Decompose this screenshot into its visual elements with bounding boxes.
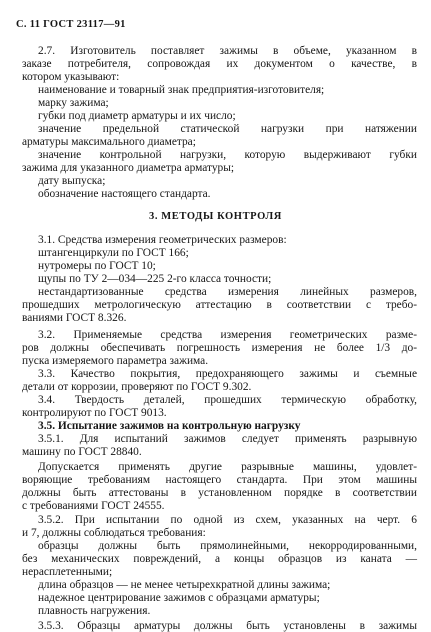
text-line: дату выпуска; — [38, 175, 106, 187]
text-line: без механических повреждений, а концы образцов из каната — — [22, 553, 417, 565]
text-line: должны быть аттестованы в установленном порядке в соответствии — [22, 487, 417, 499]
subsection-title: 3.5. Испытание зажимов на контрольную нагрузку — [38, 420, 301, 432]
text-line: 2.7. Изготовитель поставляет зажимы в объеме, указанном в — [38, 45, 417, 57]
text-line: зажима для указанного диаметра арматуры; — [22, 162, 235, 174]
text-line: 3.5.2. При испытании по одной из схем, указанных на черт. 6 — [38, 514, 417, 526]
text-line: ваниями ГОСТ 8.326. — [22, 312, 127, 324]
text-line: прошедших метрологическую аттестацию в соответствии с требо- — [22, 299, 417, 311]
text-line: надежное центрирование зажимов с образцами арматуры; — [38, 592, 320, 604]
text-line: штангенциркули по ГОСТ 166; — [38, 247, 189, 259]
text-line: контролируют по ГОСТ 9013. — [22, 407, 167, 419]
text-line: нерасплетенными; — [22, 566, 113, 578]
text-line: заказе потребителя, сопровождая их документом о качестве, в — [22, 58, 417, 70]
text-line: 3.5.3. Образцы арматуры должны быть установлены в зажимы — [38, 620, 417, 632]
text-line: котором указывают: — [22, 71, 120, 83]
text-line: нутромеры по ГОСТ 10; — [38, 260, 156, 272]
section-title: 3. МЕТОДЫ КОНТРОЛЯ — [149, 211, 282, 222]
text-line: арматуры максимального диаметра; — [22, 136, 196, 148]
text-line: детали от коррозии, проверяют по ГОСТ 9.302. — [22, 381, 252, 393]
text-line: значение контрольной нагрузки, которую выдерживают губки — [38, 149, 417, 161]
text-line: обозначение настоящего стандарта. — [38, 188, 211, 200]
text-line: нестандартизованные средства измерения линейных размеров, — [38, 286, 417, 298]
text-line: ров должны обеспечивать погрешность измерения не более 1/3 до- — [22, 342, 417, 354]
text-line: и 7, должны соблюдаться требования: — [22, 527, 206, 539]
text-line: 3.2. Применяемые средства измерения геометрических разме- — [38, 329, 417, 341]
text-line: щупы по ТУ 2—034—225 2-го класса точности; — [38, 273, 272, 285]
text-line: с требованиями ГОСТ 24555. — [22, 500, 165, 512]
text-line: 3.3. Качество покрытия, предохраняющего зажимы и съемные — [38, 368, 417, 380]
text-line: плавность нагружения. — [38, 605, 151, 617]
text-line: 3.5.1. Для испытаний зажимов следует применять разрывную — [38, 433, 417, 445]
text-line: машину по ГОСТ 28840. — [22, 446, 142, 458]
text-line: значение предельной статической нагрузки при натяжении — [38, 123, 417, 135]
text-line: длина образцов — не менее четырехкратной длины зажима; — [38, 579, 331, 591]
text-line: наименование и товарный знак предприятия-изготовителя; — [38, 84, 325, 96]
text-line: 3.4. Твердость деталей, прошедших термическую обработку, — [38, 394, 417, 406]
text-line: Допускается применять другие разрывные машины, удовлет- — [38, 461, 417, 473]
page-header: С. 11 ГОСТ 23117—91 — [16, 19, 126, 30]
text-line: образцы должны быть прямолинейными, некорродированными, — [38, 540, 417, 552]
text-line: воряющие требованиям настоящего стандарта. При этом машины — [22, 474, 417, 486]
text-line: 3.1. Средства измерения геометрических размеров: — [38, 234, 287, 246]
text-line: пуска измеряемого параметра зажима. — [22, 355, 209, 367]
text-line: губки под диаметр арматуры и их число; — [38, 110, 236, 122]
text-line: марку зажима; — [38, 97, 109, 109]
